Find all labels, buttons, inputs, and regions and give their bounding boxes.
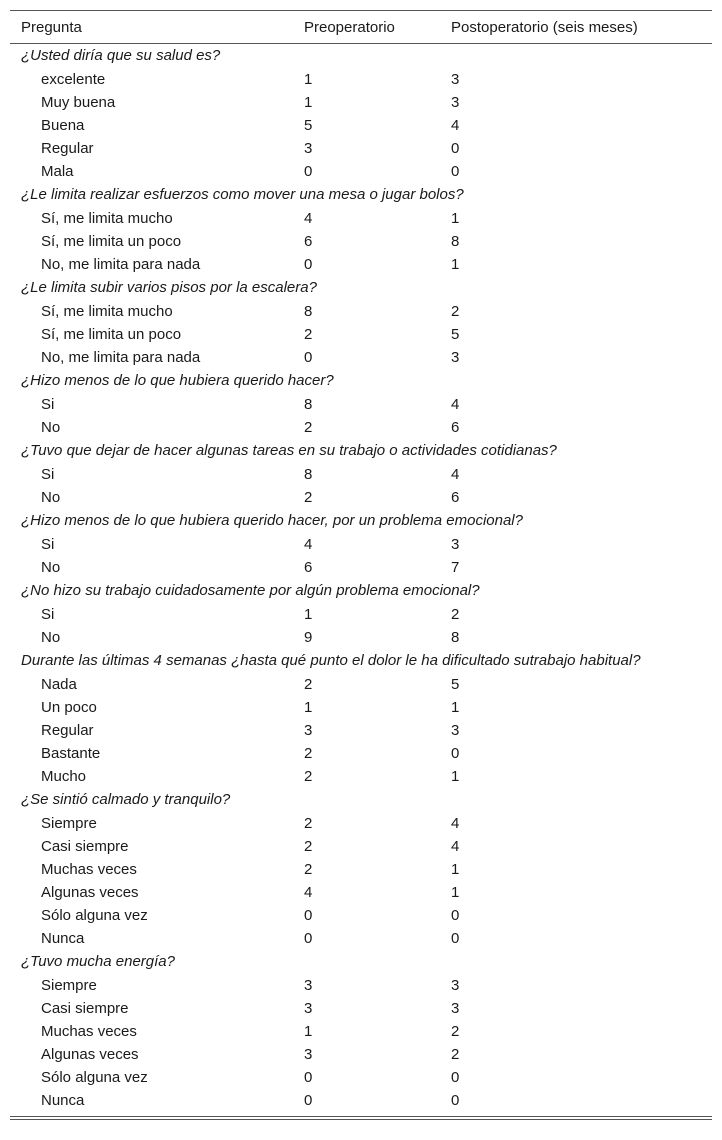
postoperatorio-value: 6 bbox=[451, 489, 460, 506]
preoperatorio-value: 8 bbox=[304, 303, 313, 320]
answer-label: Siempre bbox=[41, 815, 97, 832]
preoperatorio-value: 0 bbox=[304, 930, 313, 947]
preoperatorio-value: 0 bbox=[304, 1092, 313, 1109]
postoperatorio-value: 0 bbox=[451, 907, 460, 924]
answer-label: Sólo alguna vez bbox=[41, 1069, 148, 1086]
survey-table bbox=[10, 10, 712, 1120]
table-row bbox=[10, 1089, 712, 1112]
answer-label: Mala bbox=[41, 163, 74, 180]
answer-label: Sí, me limita mucho bbox=[41, 303, 173, 320]
preoperatorio-value: 2 bbox=[304, 838, 313, 855]
postoperatorio-value: 5 bbox=[451, 326, 460, 343]
answer-label: Muy buena bbox=[41, 94, 116, 111]
answer-label: Si bbox=[41, 466, 55, 483]
postoperatorio-value: 1 bbox=[451, 861, 460, 878]
answer-label: No bbox=[41, 559, 61, 576]
preoperatorio-value: 1 bbox=[304, 1023, 313, 1040]
question-group-title: Durante las últimas 4 semanas ¿hasta qué punto el dolor le ha dificultado sutrabajo habitual? bbox=[21, 652, 641, 669]
answer-label: No, me limita para nada bbox=[41, 256, 201, 273]
postoperatorio-value: 4 bbox=[451, 466, 460, 483]
preoperatorio-value: 4 bbox=[304, 210, 313, 227]
table-row bbox=[10, 486, 712, 509]
postoperatorio-value: 6 bbox=[451, 419, 460, 436]
table-row bbox=[10, 1043, 712, 1066]
preoperatorio-value: 3 bbox=[304, 140, 313, 157]
answer-label: Nada bbox=[41, 676, 77, 693]
postoperatorio-value: 0 bbox=[451, 140, 460, 157]
postoperatorio-value: 3 bbox=[451, 94, 460, 111]
table-row bbox=[10, 230, 712, 253]
answer-label: excelente bbox=[41, 71, 106, 88]
table-row bbox=[10, 719, 712, 742]
table-row bbox=[10, 997, 712, 1020]
table-row bbox=[10, 463, 712, 486]
answer-label: Si bbox=[41, 536, 55, 553]
preoperatorio-value: 3 bbox=[304, 722, 313, 739]
table-row bbox=[10, 673, 712, 696]
postoperatorio-value: 2 bbox=[451, 606, 460, 623]
question-group-title: ¿Tuvo que dejar de hacer algunas tareas en su trabajo o actividades cotidianas? bbox=[21, 442, 557, 459]
preoperatorio-value: 8 bbox=[304, 396, 313, 413]
answer-label: Si bbox=[41, 606, 55, 623]
preoperatorio-value: 2 bbox=[304, 861, 313, 878]
preoperatorio-value: 9 bbox=[304, 629, 313, 646]
question-group-title: ¿Le limita realizar esfuerzos como mover una mesa o jugar bolos? bbox=[21, 186, 464, 203]
preoperatorio-value: 6 bbox=[304, 233, 313, 250]
table-row bbox=[10, 835, 712, 858]
table-row bbox=[10, 603, 712, 626]
preoperatorio-value: 2 bbox=[304, 768, 313, 785]
preoperatorio-value: 3 bbox=[304, 977, 313, 994]
postoperatorio-value: 4 bbox=[451, 815, 460, 832]
question-group-title: ¿Hizo menos de lo que hubiera querido hacer? bbox=[21, 372, 334, 389]
preoperatorio-value: 2 bbox=[304, 489, 313, 506]
postoperatorio-value: 0 bbox=[451, 745, 460, 762]
postoperatorio-value: 2 bbox=[451, 1046, 460, 1063]
table-row bbox=[10, 323, 712, 346]
table-row bbox=[10, 974, 712, 997]
question-group-title: ¿No hizo su trabajo cuidadosamente por algún problema emocional? bbox=[21, 582, 480, 599]
answer-label: Sí, me limita un poco bbox=[41, 326, 182, 343]
table-row bbox=[10, 881, 712, 904]
preoperatorio-value: 2 bbox=[304, 676, 313, 693]
postoperatorio-value: 1 bbox=[451, 884, 460, 901]
postoperatorio-value: 4 bbox=[451, 117, 460, 134]
preoperatorio-value: 1 bbox=[304, 606, 313, 623]
answer-label: No, me limita para nada bbox=[41, 349, 201, 366]
preoperatorio-value: 2 bbox=[304, 326, 313, 343]
answer-label: Sólo alguna vez bbox=[41, 907, 148, 924]
table-row bbox=[10, 253, 712, 276]
table-row bbox=[10, 114, 712, 137]
preoperatorio-value: 1 bbox=[304, 94, 313, 111]
answer-label: Nunca bbox=[41, 1092, 85, 1109]
answer-label: No bbox=[41, 489, 61, 506]
postoperatorio-value: 1 bbox=[451, 699, 460, 716]
answer-label: Sí, me limita mucho bbox=[41, 210, 173, 227]
postoperatorio-value: 8 bbox=[451, 233, 460, 250]
postoperatorio-value: 3 bbox=[451, 71, 460, 88]
table-header bbox=[10, 11, 712, 44]
postoperatorio-value: 7 bbox=[451, 559, 460, 576]
table-row bbox=[10, 858, 712, 881]
preoperatorio-value: 0 bbox=[304, 1069, 313, 1086]
table-row bbox=[10, 904, 712, 927]
table-row bbox=[10, 626, 712, 649]
postoperatorio-value: 3 bbox=[451, 722, 460, 739]
preoperatorio-value: 3 bbox=[304, 1000, 313, 1017]
answer-label: Muchas veces bbox=[41, 861, 137, 878]
table-body bbox=[10, 44, 712, 1112]
table-row bbox=[10, 393, 712, 416]
question-group-title: ¿Usted diría que su salud es? bbox=[21, 47, 221, 64]
table-row bbox=[10, 765, 712, 788]
preoperatorio-value: 5 bbox=[304, 117, 313, 134]
preoperatorio-value: 4 bbox=[304, 536, 313, 553]
table-row bbox=[10, 346, 712, 369]
postoperatorio-value: 1 bbox=[451, 210, 460, 227]
answer-label: Algunas veces bbox=[41, 1046, 139, 1063]
postoperatorio-value: 1 bbox=[451, 256, 460, 273]
preoperatorio-value: 0 bbox=[304, 907, 313, 924]
table-row bbox=[10, 1066, 712, 1089]
preoperatorio-value: 1 bbox=[304, 699, 313, 716]
header-postoperatorio: Postoperatorio (seis meses) bbox=[451, 18, 638, 36]
postoperatorio-value: 1 bbox=[451, 768, 460, 785]
answer-label: Bastante bbox=[41, 745, 101, 762]
postoperatorio-value: 0 bbox=[451, 1069, 460, 1086]
postoperatorio-value: 3 bbox=[451, 349, 460, 366]
answer-label: Algunas veces bbox=[41, 884, 139, 901]
postoperatorio-value: 3 bbox=[451, 1000, 460, 1017]
answer-label: Casi siempre bbox=[41, 1000, 129, 1017]
question-group-title: ¿Se sintió calmado y tranquilo? bbox=[21, 791, 231, 808]
table-row bbox=[10, 207, 712, 230]
table-row bbox=[10, 160, 712, 183]
answer-label: No bbox=[41, 629, 61, 646]
table-row bbox=[10, 556, 712, 579]
postoperatorio-value: 0 bbox=[451, 1092, 460, 1109]
postoperatorio-value: 3 bbox=[451, 977, 460, 994]
preoperatorio-value: 0 bbox=[304, 349, 313, 366]
table-row bbox=[10, 137, 712, 160]
answer-label: Mucho bbox=[41, 768, 87, 785]
table-row bbox=[10, 927, 712, 950]
table-row bbox=[10, 742, 712, 765]
answer-label: Nunca bbox=[41, 930, 85, 947]
preoperatorio-value: 3 bbox=[304, 1046, 313, 1063]
preoperatorio-value: 8 bbox=[304, 466, 313, 483]
question-group-title: ¿Le limita subir varios pisos por la escalera? bbox=[21, 279, 317, 296]
postoperatorio-value: 8 bbox=[451, 629, 460, 646]
postoperatorio-value: 5 bbox=[451, 676, 460, 693]
preoperatorio-value: 1 bbox=[304, 71, 313, 88]
table-row bbox=[10, 533, 712, 556]
answer-label: Regular bbox=[41, 140, 94, 157]
postoperatorio-value: 0 bbox=[451, 930, 460, 947]
answer-label: No bbox=[41, 419, 61, 436]
preoperatorio-value: 6 bbox=[304, 559, 313, 576]
preoperatorio-value: 2 bbox=[304, 419, 313, 436]
preoperatorio-value: 2 bbox=[304, 815, 313, 832]
header-question: Pregunta bbox=[21, 18, 82, 36]
answer-label: Regular bbox=[41, 722, 94, 739]
postoperatorio-value: 2 bbox=[451, 303, 460, 320]
question-group-title: ¿Hizo menos de lo que hubiera querido hacer, por un problema emocional? bbox=[21, 512, 523, 529]
table-row bbox=[10, 91, 712, 114]
question-group-title: ¿Tuvo mucha energía? bbox=[21, 953, 175, 970]
table-row bbox=[10, 696, 712, 719]
table-bottom-rule bbox=[10, 1116, 712, 1120]
answer-label: Casi siempre bbox=[41, 838, 129, 855]
table-row bbox=[10, 68, 712, 91]
table-row bbox=[10, 416, 712, 439]
preoperatorio-value: 0 bbox=[304, 256, 313, 273]
preoperatorio-value: 0 bbox=[304, 163, 313, 180]
postoperatorio-value: 4 bbox=[451, 396, 460, 413]
table-row bbox=[10, 1020, 712, 1043]
answer-label: Si bbox=[41, 396, 55, 413]
postoperatorio-value: 0 bbox=[451, 163, 460, 180]
postoperatorio-value: 4 bbox=[451, 838, 460, 855]
postoperatorio-value: 2 bbox=[451, 1023, 460, 1040]
answer-label: Muchas veces bbox=[41, 1023, 137, 1040]
table-row bbox=[10, 812, 712, 835]
postoperatorio-value: 3 bbox=[451, 536, 460, 553]
answer-label: Sí, me limita un poco bbox=[41, 233, 182, 250]
table-row bbox=[10, 300, 712, 323]
answer-label: Siempre bbox=[41, 977, 97, 994]
preoperatorio-value: 4 bbox=[304, 884, 313, 901]
answer-label: Un poco bbox=[41, 699, 97, 716]
preoperatorio-value: 2 bbox=[304, 745, 313, 762]
header-preoperatorio: Preoperatorio bbox=[304, 18, 395, 36]
answer-label: Buena bbox=[41, 117, 85, 134]
